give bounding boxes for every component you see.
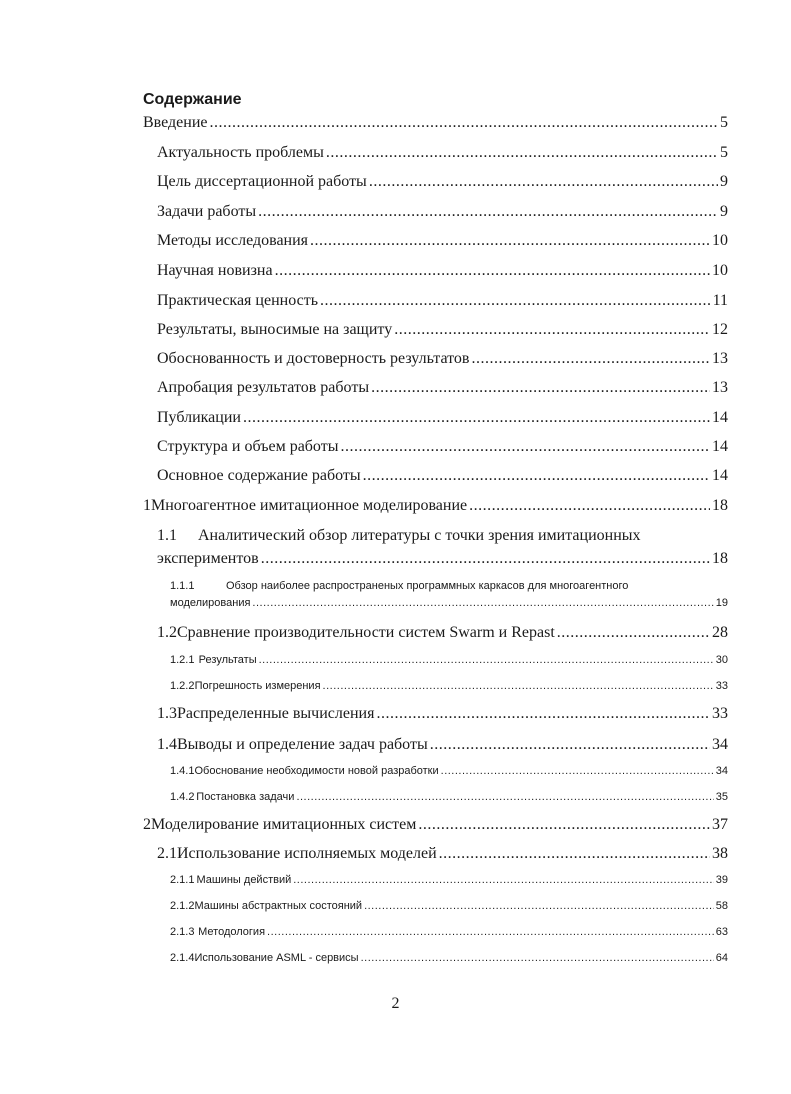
toc-entry-text: Сравнение производительности систем Swarm и Repast xyxy=(177,624,555,641)
toc-entry-number: 1.4 xyxy=(157,736,177,753)
toc-entry-page: 64 xyxy=(715,952,728,964)
page-number: 2 xyxy=(391,995,400,1012)
toc-entry-text: Результаты xyxy=(198,654,257,666)
toc-title: Содержание xyxy=(143,91,242,108)
toc-leader xyxy=(275,262,710,280)
toc-entry-number: 1.4.2 xyxy=(170,791,195,803)
toc-entry xyxy=(157,203,728,225)
toc-entry xyxy=(157,379,728,401)
toc-entry-page: 63 xyxy=(715,926,728,938)
toc-leader xyxy=(376,705,710,723)
toc-entry-text: Обоснование необходимости новой разработки xyxy=(194,765,439,777)
toc-leader xyxy=(430,736,710,754)
toc-entry-text: Обзор наиболее распространеных программных каркасов для многоагентного xyxy=(226,580,629,592)
toc-entry-subsection xyxy=(170,900,728,922)
toc-leader xyxy=(259,654,714,666)
toc-leader xyxy=(418,816,710,834)
toc-entry-text: Структура и объем работы xyxy=(157,438,339,455)
toc-leader xyxy=(557,624,710,642)
toc-leader xyxy=(296,791,713,803)
toc-entry-text: Машины абстрактных состояний xyxy=(194,900,363,912)
toc-entry-continuation xyxy=(170,597,728,619)
toc-leader xyxy=(258,203,718,221)
toc-entry-subsection xyxy=(170,654,728,676)
toc-entry xyxy=(157,144,728,166)
toc-entry-text: Машины действий xyxy=(196,874,292,886)
toc-entry-page: 13 xyxy=(712,379,728,396)
toc-entry-section xyxy=(157,624,728,646)
toc-entry-text: Актуальность проблемы xyxy=(157,144,324,161)
toc-entry-text: Многоагентное имитационное моделирование xyxy=(151,497,468,514)
toc-leader xyxy=(364,900,714,912)
toc-entry-number: 1.3 xyxy=(157,705,177,722)
toc-entry-number: 2.1.1 xyxy=(170,874,195,886)
toc-entry xyxy=(157,232,728,254)
toc-entry-text: Погрешность измерения xyxy=(194,680,321,692)
toc-entry-subsection xyxy=(170,952,728,974)
toc-entry-page: 34 xyxy=(715,765,728,777)
toc-entry xyxy=(157,467,728,489)
toc-entry-page: 10 xyxy=(712,262,728,279)
toc-entry xyxy=(157,173,728,195)
toc-leader xyxy=(471,350,710,368)
toc-entry-page: 18 xyxy=(712,550,728,567)
toc-entry-text: Введение xyxy=(143,114,208,131)
toc-entry-section xyxy=(157,705,728,727)
toc-entry-text: Распределенные вычисления xyxy=(177,705,375,722)
toc-entry-page: 18 xyxy=(712,497,728,514)
toc-leader xyxy=(439,845,710,863)
toc-entry-page: 12 xyxy=(712,321,728,338)
toc-entry xyxy=(157,292,728,314)
toc-entry-text: Использование исполняемых моделей xyxy=(177,845,437,862)
toc-leader xyxy=(394,321,710,339)
toc-leader xyxy=(340,438,710,456)
toc-entry-page: 33 xyxy=(715,680,728,692)
toc-entry-section xyxy=(157,845,728,867)
toc-entry-subsection xyxy=(170,791,728,813)
toc-entry-section xyxy=(157,736,728,758)
toc-entry-page: 13 xyxy=(712,350,728,367)
toc-entry-page: 9 xyxy=(720,173,728,190)
toc-entry-section xyxy=(157,527,728,549)
toc-leader xyxy=(243,409,710,427)
toc-entry-page: 28 xyxy=(712,624,728,641)
toc-leader xyxy=(252,597,713,609)
toc-leader xyxy=(326,144,718,162)
toc-entry-number: 1.2 xyxy=(157,624,177,641)
toc-entry-text: Постановка задачи xyxy=(196,791,295,803)
toc-entry-text-line2: экспериментов xyxy=(157,550,259,567)
toc-entry-text: Публикации xyxy=(157,409,241,426)
toc-leader xyxy=(323,680,714,692)
toc-entry-text: Аналитический обзор литературы с точки зрения имитационных xyxy=(198,527,641,544)
toc-entry-page: 5 xyxy=(720,144,728,161)
toc-entry-page: 37 xyxy=(712,816,728,833)
toc-entry-page: 14 xyxy=(712,467,728,484)
toc-entry-number: 2 xyxy=(143,816,151,833)
toc-entry-number: 2.1 xyxy=(157,845,177,862)
toc-leader xyxy=(369,173,718,191)
toc-entry xyxy=(143,114,728,136)
toc-entry-text: Обоснованность и достоверность результатов xyxy=(157,350,470,367)
toc-leader xyxy=(310,232,710,250)
toc-entry-page: 38 xyxy=(712,845,728,862)
toc-entry-page: 33 xyxy=(712,705,728,722)
toc-entry-text: Задачи работы xyxy=(157,203,257,220)
toc-leader xyxy=(363,467,710,485)
toc-leader xyxy=(261,550,710,568)
toc-entry-chapter xyxy=(143,816,728,838)
toc-entry-text: Цель диссертационной работы xyxy=(157,173,367,190)
toc-entry-continuation xyxy=(157,550,728,572)
toc-entry-text: Методы исследования xyxy=(157,232,309,249)
toc-entry-page: 19 xyxy=(715,597,728,609)
toc-entry-page: 30 xyxy=(715,654,728,666)
toc-entry xyxy=(157,262,728,284)
toc-entry-text: Научная новизна xyxy=(157,262,273,279)
toc-entry-page: 5 xyxy=(720,114,728,131)
toc-entry-page: 10 xyxy=(712,232,728,249)
toc-leader xyxy=(441,765,714,777)
toc-entry-subsection xyxy=(170,874,728,896)
toc-entry-page: 14 xyxy=(712,409,728,426)
toc-entry-page: 58 xyxy=(715,900,728,912)
toc-entry-page: 11 xyxy=(712,292,728,309)
toc-entry-text: Практическая ценность xyxy=(157,292,318,309)
toc-entry-text: Использование ASML - сервисы xyxy=(194,952,359,964)
toc-entry-number: 2.1.4 xyxy=(170,952,195,964)
toc-leader xyxy=(469,497,710,515)
toc-entry-number: 1.2.2 xyxy=(170,680,195,692)
toc-entry-text-line2: моделирования xyxy=(170,597,251,609)
toc-entry-number: 1.2.1 xyxy=(170,654,195,666)
toc-entry-number: 2.1.2 xyxy=(170,900,195,912)
toc-entry xyxy=(157,438,728,460)
toc-entry-page: 34 xyxy=(712,736,728,753)
toc-entry-text: Выводы и определение задач работы xyxy=(177,736,428,753)
toc-entry-page: 35 xyxy=(715,791,728,803)
toc-entry-subsection xyxy=(170,765,728,787)
toc-entry-subsection xyxy=(170,926,728,948)
toc-entry-page: 39 xyxy=(715,874,728,886)
toc-entry-subsection xyxy=(170,680,728,702)
toc-entry xyxy=(157,409,728,431)
toc-leader xyxy=(361,952,714,964)
toc-entry-text: Апробация результатов работы xyxy=(157,379,370,396)
toc-entry-number: 1 xyxy=(143,497,151,514)
toc-entry-page: 9 xyxy=(720,203,728,220)
toc-entry-number: 1.4.1 xyxy=(170,765,195,777)
toc-entry-text: Моделирование имитационных систем xyxy=(151,816,417,833)
toc-entry-number: 2.1.3 xyxy=(170,926,195,938)
toc-leader xyxy=(320,292,711,310)
toc-leader xyxy=(267,926,714,938)
toc-entry xyxy=(157,350,728,372)
toc-leader xyxy=(210,114,719,132)
toc-entry-text: Основное содержание работы xyxy=(157,467,361,484)
toc-entry-text: Методология xyxy=(198,926,266,938)
toc-leader xyxy=(293,874,714,886)
toc-entry-number: 1.1.1 xyxy=(170,580,195,592)
toc-leader xyxy=(371,379,710,397)
toc-entry-number: 1.1 xyxy=(157,527,177,544)
toc-entry-page: 14 xyxy=(712,438,728,455)
toc-entry-text: Результаты, выносимые на защиту xyxy=(157,321,393,338)
toc-entry xyxy=(157,321,728,343)
toc-entry-chapter xyxy=(143,497,728,519)
